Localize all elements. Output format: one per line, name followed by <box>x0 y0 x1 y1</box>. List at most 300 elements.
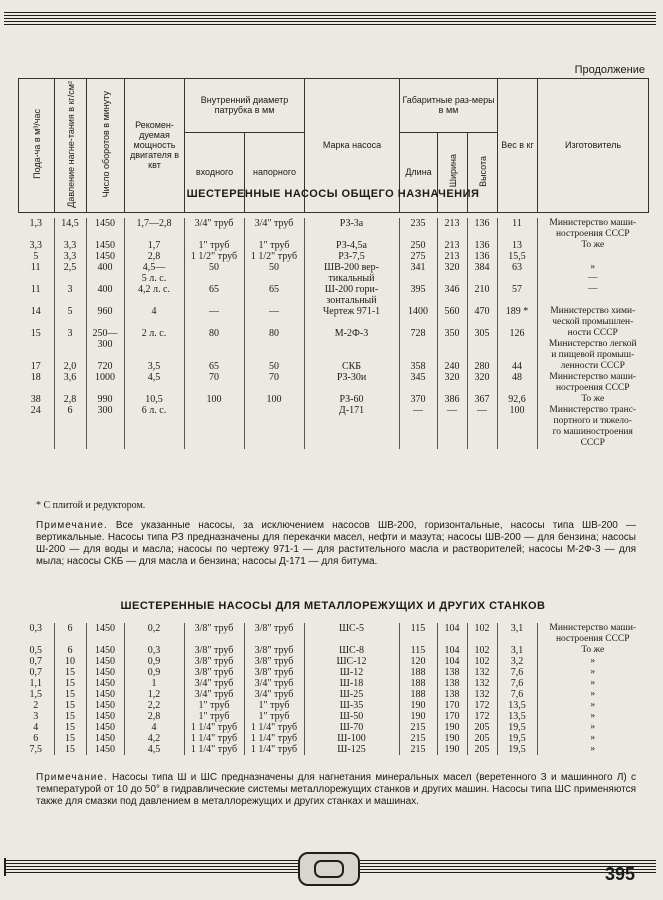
table-cell: ностроения СССР <box>537 383 648 394</box>
table-row <box>18 700 648 711</box>
table-cell <box>437 317 467 328</box>
table-cell <box>467 295 497 306</box>
table-cell: 44 <box>497 361 537 372</box>
table-cell: 138 <box>437 667 467 678</box>
table-cell: и пищевой промыш- <box>537 350 648 361</box>
table-cell: — <box>537 273 648 284</box>
table-cell: 1 1/2" труб <box>184 251 244 262</box>
table-row <box>18 284 648 295</box>
table-cell: 4 <box>33 722 39 733</box>
table-cell <box>124 416 184 427</box>
table-cell: РЗ-7,5 <box>304 251 399 262</box>
table-cell: 80 <box>184 328 244 339</box>
table-cell: — <box>467 405 497 416</box>
table-cell: 19,5 <box>497 722 537 733</box>
header-height: Высота <box>477 155 488 187</box>
table-cell: 15,5 <box>497 251 537 262</box>
table-cell: 138 <box>437 689 467 700</box>
table-cell: 13,5 <box>497 700 537 711</box>
table-cell: 102 <box>467 645 497 656</box>
table-cell: 1450 <box>86 240 124 251</box>
table-cell: Министерство маши- <box>537 372 648 383</box>
table-cell: 3/4" труб <box>184 218 244 229</box>
table-cell: 2 <box>33 700 39 711</box>
table-row <box>18 251 648 262</box>
table-cell: 1000 <box>86 372 124 383</box>
table-cell: 136 <box>467 218 497 229</box>
table-cell: 7,6 <box>497 678 537 689</box>
table-cell <box>437 438 467 449</box>
table-cell: 4,5— <box>124 262 184 273</box>
table-cell: 136 <box>467 240 497 251</box>
table-cell: 190 <box>437 733 467 744</box>
section2-note <box>36 772 636 808</box>
table-cell: 170 <box>437 700 467 711</box>
table-cell: 136 <box>467 251 497 262</box>
table-row <box>18 416 648 427</box>
table-cell: Ш-200 гори- <box>304 284 399 295</box>
table-cell: 3,5 <box>124 361 184 372</box>
table-cell: 100 <box>244 394 304 405</box>
table-cell: 0,2 <box>124 623 184 634</box>
table-cell <box>467 317 497 328</box>
table-cell: 4 <box>124 722 184 733</box>
table-cell: » <box>537 678 648 689</box>
table-row <box>18 372 648 383</box>
table-cell: 1" труб <box>184 711 244 722</box>
table-row <box>18 295 648 306</box>
table-cell <box>244 295 304 306</box>
table-cell <box>399 295 437 306</box>
table-cell <box>399 273 437 284</box>
table-cell: 2,8 <box>54 394 86 405</box>
table-cell: 115 <box>399 645 437 656</box>
table-cell <box>244 405 304 416</box>
table-cell <box>184 438 244 449</box>
table-cell <box>54 350 86 361</box>
table-row <box>18 733 648 744</box>
table-cell <box>184 229 244 240</box>
table-cell: 235 <box>399 218 437 229</box>
table-cell <box>304 438 399 449</box>
table-cell <box>497 350 537 361</box>
table-cell: 172 <box>467 700 497 711</box>
header-inlet: входного <box>185 132 245 212</box>
table-cell: 1,3 <box>29 218 42 229</box>
table-cell: Д-171 <box>304 405 399 416</box>
table-row <box>18 427 648 438</box>
table-cell <box>124 634 184 645</box>
table-cell <box>18 634 54 645</box>
table-cell: 0,3 <box>124 645 184 656</box>
table-cell: 5 <box>54 306 86 317</box>
table-cell: 65 <box>184 361 244 372</box>
table-cell: ШС-8 <box>304 645 399 656</box>
table-cell: 4,5 <box>124 744 184 755</box>
table-cell: 1,1 <box>29 678 42 689</box>
table-cell <box>184 339 244 350</box>
table-cell: 0,3 <box>29 623 42 634</box>
section1-note-text: Все указанные насосы, за исключением насосов ШВ-200, горизонтальные, насосы типа ШВ-200 — вертикальные. Насосы типа РЗ предназначены для перекачки масел, нефти и мазута; насосы ШВ-200 — для бензина; насосы Ш-200 — для воды и масла; насосы по чертежу 971-1 — для растительного масла и растворителей; насосы М-2Ф-3 — для мыла; насосы СКБ — для масла и бензина; насосы Д-171 — для битума. <box>36 520 637 567</box>
table-cell: 190 <box>399 700 437 711</box>
table-cell <box>399 416 437 427</box>
table-row <box>18 240 648 251</box>
header-diameter-group: Внутренний диаметр патрубка в мм <box>185 79 305 133</box>
table-cell: 1 1/4" труб <box>184 722 244 733</box>
table-cell: То же <box>537 645 648 656</box>
table-cell: 1450 <box>86 667 124 678</box>
table-cell: Ш-25 <box>304 689 399 700</box>
table-cell <box>86 416 124 427</box>
table-cell: 1,5 <box>29 689 42 700</box>
table-cell: 1450 <box>86 678 124 689</box>
table-cell: 3 <box>33 711 39 722</box>
table-cell <box>54 438 86 449</box>
table-cell: — <box>399 405 437 416</box>
table-cell: 13,5 <box>497 711 537 722</box>
table-cell: 1450 <box>86 689 124 700</box>
table-cell: РЗ-60 <box>304 394 399 405</box>
header-pressure: Давление нагне-тания в кг/см² <box>65 81 76 208</box>
table-cell: 4,5 <box>124 372 184 383</box>
table-cell <box>54 229 86 240</box>
table-cell <box>124 317 184 328</box>
table-cell: 205 <box>467 744 497 755</box>
table-cell <box>304 350 399 361</box>
table-cell <box>467 273 497 284</box>
table-row <box>18 317 648 328</box>
table-cell: 2,5 <box>54 262 86 273</box>
table-cell: РЗ-30и <box>304 372 399 383</box>
table-cell: 305 <box>467 328 497 339</box>
table-cell: 15 <box>54 678 86 689</box>
table-cell: ностроения СССР <box>537 229 648 240</box>
table-cell: 1,2 <box>124 689 184 700</box>
table-cell: 63 <box>497 262 537 273</box>
table-cell <box>18 317 54 328</box>
table-cell <box>304 317 399 328</box>
table-cell: Ш-35 <box>304 700 399 711</box>
table-cell: 3/8" труб <box>184 645 244 656</box>
table-cell <box>86 317 124 328</box>
table-cell <box>184 350 244 361</box>
table-cell <box>184 273 244 284</box>
table-cell: 4,2 <box>124 733 184 744</box>
table-cell: 189 * <box>497 306 537 317</box>
table-cell: 728 <box>399 328 437 339</box>
table-cell <box>244 339 304 350</box>
table-cell: Ш-70 <box>304 722 399 733</box>
table-cell: 1,7—2,8 <box>124 218 184 229</box>
table-cell: 3/4" труб <box>244 218 304 229</box>
table-row <box>18 744 648 755</box>
table-cell: 1 1/4" труб <box>184 733 244 744</box>
table-row <box>18 623 648 634</box>
section2-table <box>18 623 648 755</box>
table-cell <box>497 634 537 645</box>
table-cell: 190 <box>437 744 467 755</box>
table-cell: 367 <box>467 394 497 405</box>
table-cell <box>399 438 437 449</box>
table-cell: Министерство транс- <box>537 405 648 416</box>
table-cell: 15 <box>54 711 86 722</box>
table-cell: » <box>537 744 648 755</box>
table-cell <box>184 295 244 306</box>
table-cell: 102 <box>467 623 497 634</box>
table-cell <box>18 350 54 361</box>
table-cell: зонтальный <box>304 295 399 306</box>
table-cell: 3/4" труб <box>184 689 244 700</box>
table-row <box>18 634 648 645</box>
table-cell: 65 <box>244 284 304 295</box>
table-cell <box>497 383 537 394</box>
table-cell: 132 <box>467 678 497 689</box>
header-weight: Вес в кг <box>498 79 538 213</box>
table-cell: 720 <box>86 361 124 372</box>
table-cell <box>399 317 437 328</box>
table-cell <box>437 427 467 438</box>
table-cell: 3/8" труб <box>244 645 304 656</box>
header-length: Длина <box>400 132 438 212</box>
table-cell <box>304 383 399 394</box>
table-cell: 250 <box>399 240 437 251</box>
table-cell: 1450 <box>86 218 124 229</box>
table-cell: 960 <box>86 306 124 317</box>
table-cell <box>184 416 244 427</box>
table-cell: 57 <box>497 284 537 295</box>
table-cell: 400 <box>86 284 124 295</box>
table-cell: 7,6 <box>497 689 537 700</box>
table-cell: 80 <box>244 328 304 339</box>
table-row <box>18 262 648 273</box>
table-cell <box>244 634 304 645</box>
table-cell: 19,5 <box>497 744 537 755</box>
table-cell: 1450 <box>86 733 124 744</box>
section2-note-label: Примечание. <box>36 772 108 783</box>
table-cell: 1450 <box>86 700 124 711</box>
section2-title: ШЕСТЕРЕННЫЕ НАСОСЫ ДЛЯ МЕТАЛЛОРЕЖУЩИХ И ДРУГИХ СТАНКОВ <box>120 600 546 612</box>
table-cell <box>18 416 54 427</box>
table-cell: 15 <box>54 667 86 678</box>
table-cell <box>54 273 86 284</box>
table-cell: Ш-18 <box>304 678 399 689</box>
table-cell <box>244 416 304 427</box>
table-cell: 1450 <box>86 645 124 656</box>
table-cell: 7,5 <box>29 744 42 755</box>
table-cell: Министерство маши- <box>537 218 648 229</box>
table-cell: Ш-50 <box>304 711 399 722</box>
table-cell: М-2Ф-3 <box>304 328 399 339</box>
table-cell: 3,6 <box>54 372 86 383</box>
table-cell: 384 <box>467 262 497 273</box>
table-cell: 17 <box>30 361 41 372</box>
table-cell: 205 <box>467 722 497 733</box>
table-cell: — <box>537 284 648 295</box>
table-cell: 280 <box>467 361 497 372</box>
table-cell: » <box>537 689 648 700</box>
table-cell <box>467 634 497 645</box>
table-cell <box>497 339 537 350</box>
table-cell <box>467 427 497 438</box>
table-cell: 4,2 л. с. <box>124 284 184 295</box>
table-cell: То же <box>537 240 648 251</box>
table-cell <box>54 339 86 350</box>
table-cell: 3/8" труб <box>184 667 244 678</box>
table-cell: ШВ-200 вер- <box>304 262 399 273</box>
table-cell <box>18 383 54 394</box>
table-row <box>18 229 648 240</box>
table-cell: 1 1/2" труб <box>244 251 304 262</box>
table-cell: ческой промышлен- <box>537 317 648 328</box>
table-cell: го машиностроения <box>537 427 648 438</box>
table-cell: 275 <box>399 251 437 262</box>
table-cell: » <box>537 711 648 722</box>
table-cell <box>124 438 184 449</box>
table-row <box>18 678 648 689</box>
table-cell: 1450 <box>86 623 124 634</box>
table-cell: 1450 <box>86 711 124 722</box>
table-cell: 370 <box>399 394 437 405</box>
table-row <box>18 328 648 339</box>
table-cell <box>437 383 467 394</box>
table-cell <box>304 427 399 438</box>
table-cell: 1450 <box>86 744 124 755</box>
table-cell <box>86 383 124 394</box>
table-cell: 3/8" труб <box>244 623 304 634</box>
table-row <box>18 656 648 667</box>
table-cell: 19,5 <box>497 733 537 744</box>
section1-note <box>36 520 636 568</box>
table-cell: 11 <box>30 284 41 295</box>
table-cell <box>304 416 399 427</box>
table-cell <box>304 339 399 350</box>
table-cell: ШС-12 <box>304 656 399 667</box>
table-cell: 190 <box>437 722 467 733</box>
table-row <box>18 350 648 361</box>
table-cell: 115 <box>399 623 437 634</box>
table-cell: 213 <box>437 251 467 262</box>
table-cell: 213 <box>437 218 467 229</box>
header-brand: Марка насоса <box>305 79 400 213</box>
table-cell <box>54 383 86 394</box>
table-cell <box>399 427 437 438</box>
table-cell: 10 <box>54 656 86 667</box>
table-cell: 3/8" труб <box>244 667 304 678</box>
table-row <box>18 438 648 449</box>
table-cell: 50 <box>184 262 244 273</box>
table-cell: 320 <box>437 262 467 273</box>
table-cell: 65 <box>184 284 244 295</box>
table-cell: Ш-12 <box>304 667 399 678</box>
table-cell: 13 <box>497 240 537 251</box>
table-cell: 1 1/4" труб <box>244 733 304 744</box>
table-cell: 205 <box>467 733 497 744</box>
table-cell <box>86 229 124 240</box>
table-row <box>18 645 648 656</box>
table-cell <box>304 229 399 240</box>
table-cell: 1 1/4" труб <box>244 744 304 755</box>
table-cell <box>244 438 304 449</box>
table-cell <box>467 416 497 427</box>
table-cell: 320 <box>467 372 497 383</box>
header-rpm: Число оборотов в минуту <box>100 91 111 198</box>
table-cell <box>399 383 437 394</box>
table-cell: 3/8" труб <box>244 656 304 667</box>
table-cell: 15 <box>30 328 41 339</box>
table-cell: Министерство легкой <box>537 339 648 350</box>
table-cell: — <box>437 405 467 416</box>
table-cell <box>184 383 244 394</box>
table-cell: 92,6 <box>497 394 537 405</box>
table-cell: 14,5 <box>54 218 86 229</box>
table-cell <box>437 634 467 645</box>
table-cell: 2,2 <box>124 700 184 711</box>
table-cell: 11 <box>30 262 41 273</box>
table-cell <box>537 295 648 306</box>
table-cell: 240 <box>437 361 467 372</box>
table-row <box>18 218 648 229</box>
table-cell: 15 <box>54 733 86 744</box>
table-cell <box>244 383 304 394</box>
table-cell: 0,7 <box>29 656 42 667</box>
table-row <box>18 722 648 733</box>
table-cell <box>124 229 184 240</box>
table-cell: 6 <box>33 733 39 744</box>
table-cell: 215 <box>399 733 437 744</box>
table-cell <box>184 427 244 438</box>
table-cell: Министерство маши- <box>537 623 648 634</box>
table-cell: 345 <box>399 372 437 383</box>
section2-note-text: Насосы типа Ш и ШС предназначены для нагнетания минеральных масел (веретенного З и машинного Л) с температурой от 10 до 50° в гидравлические системы металлорежущих станков и других машин. Насосы типа ШС применяются также для смазки под давлением в металлорежущих и других станках и машинах. <box>36 772 636 807</box>
table-cell <box>18 427 54 438</box>
table-cell: 132 <box>467 689 497 700</box>
table-cell: 3/4" труб <box>244 689 304 700</box>
table-cell <box>497 273 537 284</box>
table-cell: 3,1 <box>497 645 537 656</box>
table-cell <box>54 317 86 328</box>
table-cell: 400 <box>86 262 124 273</box>
table-cell <box>86 634 124 645</box>
table-cell: 120 <box>399 656 437 667</box>
header-power: Рекомен-дуемая мощность двигателя в квт <box>125 79 185 213</box>
table-cell: 470 <box>467 306 497 317</box>
table-cell: Чертеж 971-1 <box>304 306 399 317</box>
table-cell: 300 <box>86 405 124 416</box>
table-cell: 0,7 <box>29 667 42 678</box>
table-cell: 3 <box>54 284 86 295</box>
table-cell <box>537 251 648 262</box>
table-row <box>18 689 648 700</box>
table-cell: 104 <box>437 623 467 634</box>
table-cell: ности СССР <box>537 328 648 339</box>
table-row <box>18 361 648 372</box>
table-cell: 170 <box>437 711 467 722</box>
table-cell: 341 <box>399 262 437 273</box>
table-cell: 18 <box>30 372 41 383</box>
table-cell <box>18 295 54 306</box>
table-cell: 104 <box>437 656 467 667</box>
table-cell: 300 <box>86 339 124 350</box>
table-cell: СССР <box>537 438 648 449</box>
table-cell: 3,2 <box>497 656 537 667</box>
header-dims-group: Габаритные раз-меры в мм <box>400 79 498 133</box>
table-cell <box>18 339 54 350</box>
table-cell: 3/8" труб <box>184 623 244 634</box>
table-cell: 0,9 <box>124 667 184 678</box>
table-cell <box>244 427 304 438</box>
table-cell <box>86 438 124 449</box>
table-cell <box>437 295 467 306</box>
